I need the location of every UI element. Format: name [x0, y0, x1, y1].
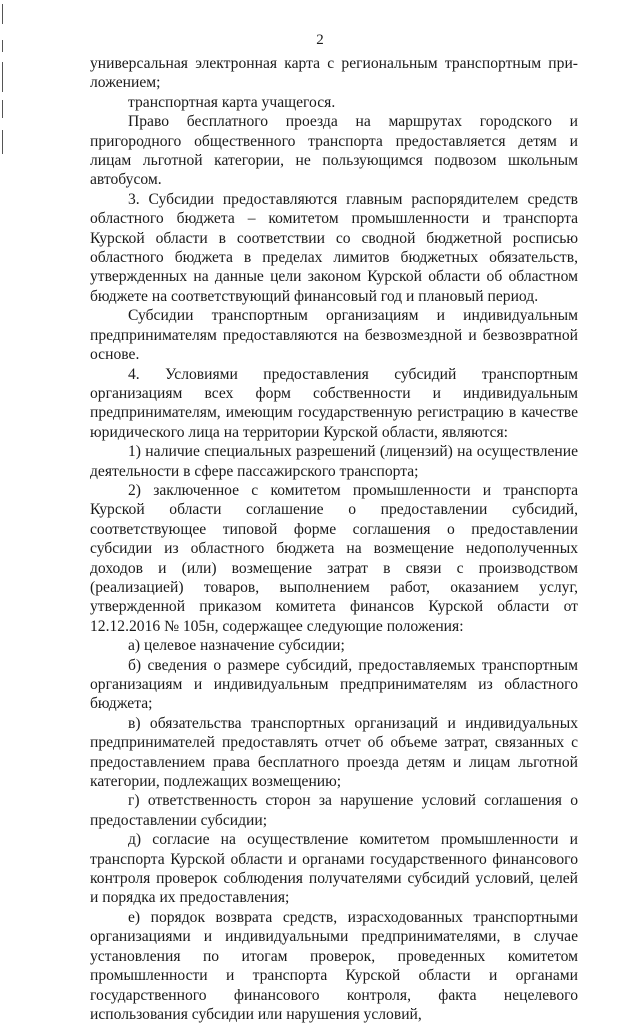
paragraph-section-4: 4. Условиями предоставления субсидий транспортным организациям всех форм собственности и индивидуальным предпринимателям, имеющим государственную регистрацию в качестве юридического лица на территории Курской области, являются:: [90, 365, 578, 441]
paragraph-subsidy-basis: Субсидии транспортным организациям и индивидуальным предпринимателям предоставляются на безвозмездной и безвозвратной основе.: [90, 307, 578, 364]
paragraph-item-a: а) целевое назначение субсидии;: [128, 637, 345, 655]
page-number: 2: [316, 32, 324, 48]
paragraph-item-d: д) согласие на осуществление комитетом промышленности и транспорта Курской области и органами государственного финансового контроля проверок соблюдения получателями субсидий условий, целей и порядка их предоставления;: [90, 831, 578, 907]
paragraph-item-e: е) порядок возврата средств, израсходованных транспортными организациями и индивидуальными предпринимателями, в случае установления по итогам проверок, проведенных комитетом промышленности и транспорта Курской области и органами государственного финансового контроля, факта нецелевого использования субсидии или нарушения условий,: [90, 908, 578, 1023]
paragraph-item-g: г) ответственность сторон за нарушение условий соглашения о предоставлении субсидии;: [90, 792, 578, 829]
paragraph-card-item: универсальная электронная карта с региональным транспортным приложением;: [90, 55, 578, 92]
paragraph-section-3: 3. Субсидии предоставляются главным распорядителем средств областного бюджета – комитетом промышленности и транспорта Курской области в соответствии со сводной бюджетной росписью областного бюджета в пределах лимитов бюджетных обязательств, утвержденных на данные цели законом Курской области об областном бюджете на соответствующий финансовый год и плановый период.: [90, 190, 578, 305]
paragraph-card-item: транспортная карта учащегося.: [128, 93, 336, 111]
paragraph-item-b: б) сведения о размере субсидий, предоставляемых транспортным организациям и индивидуальным предпринимателям из областного бюджета;: [90, 656, 578, 713]
paragraph-condition-2: 2) заключенное с комитетом промышленности и транспорта Курской области соглашение о предоставлении субсидий, соответствующее типовой форме соглашения о предоставлении субсидии из областного бюджета на возмещение недополученных доходов и (или) возмещение затрат в связи с производством (реализацией) товаров, выполнением работ, оказанием услуг, утвержденной приказом комитета финансов Курской области от 12.12.2016 № 105н, содержащее следующие положения:: [90, 481, 578, 635]
paragraph-free-travel-right: Право бесплатного проезда на маршрутах городского и пригородного общественного транспорта предоставляется детям и лицам льготной категории, не пользующимся подвозом школьным автобусом.: [90, 113, 578, 189]
document-body: [90, 54, 578, 1024]
scan-margin-marks: [2, 0, 6, 200]
paragraph-item-v: в) обязательства транспортных организаций и индивидуальных предпринимателей предоставлять отчет об объеме затрат, связанных с предоставлением права бесплатного проезда детям и лицам льготной категории, подлежащих возмещению;: [90, 714, 578, 791]
paragraph-condition-1: 1) наличие специальных разрешений (лицензий) на осуществление деятельности в сфере пассажирского транспорта;: [90, 443, 578, 480]
